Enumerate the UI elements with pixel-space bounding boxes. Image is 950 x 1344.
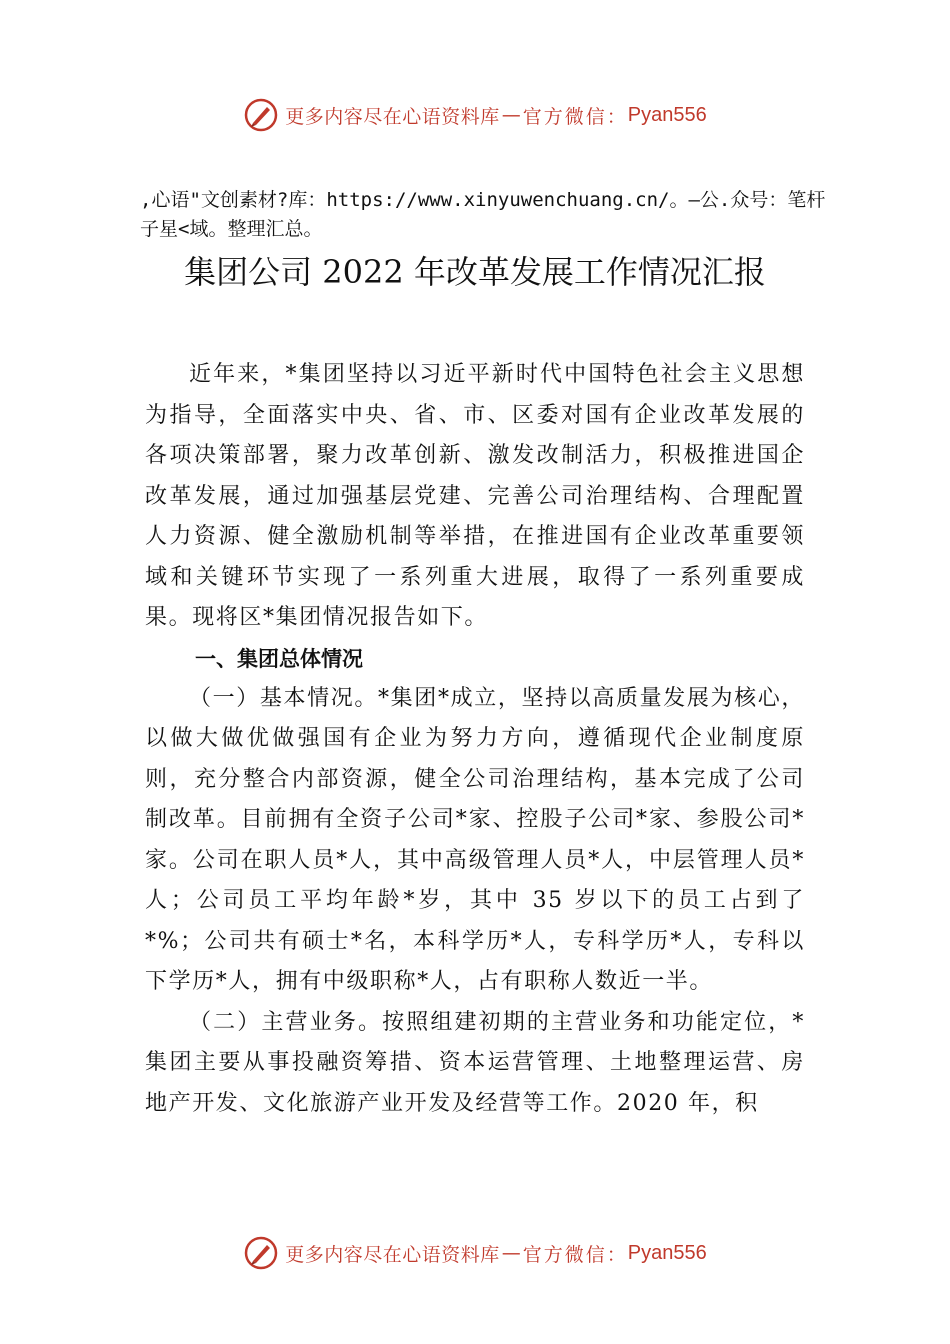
brush-logo-icon <box>243 1235 279 1271</box>
basic-info-paragraph: （一）基本情况。*集团*成立，坚持以高质量发展为核心，以做大做优做强国有企业为努力方向，遵循现代企业制度原则，充分整合内部资源，健全公司治理结构，基本完成了公司制改革。目前拥有全资子公司*家、控股子公司*家、参股公司*家。公司在职人员*人，其中高级管理人员*人，中层管理人员*人；公司员工平均年龄*岁，其中 35 岁以下的员工占到了*%；公司共有硕士*名，本科学历*人，专科学历*人，专科以下学历*人，拥有中级职称*人，占有职称人数近一半。 <box>145 685 805 994</box>
banner-dash: — <box>501 104 521 126</box>
banner-wechat-id: Pyan556 <box>627 103 707 126</box>
banner-text: 更多内容尽在心语资料库 <box>285 1243 500 1266</box>
source-note: ,心语"文创素材?库：https://www.xinyuwenchuang.cn/。—公.众号：笔杆子星<域。整理汇总。 <box>140 189 826 240</box>
banner-dash: — <box>501 1242 521 1264</box>
intro-paragraph: 近年来，*集团坚持以习近平新时代中国特色社会主义思想为指导，全面落实中央、省、市、区委对国有企业改革发展的各项决策部署，聚力改革创新、激发改制活力，积极推进国企改革发展，通过加强基层党建、完善公司治理结构、合理配置人力资源、健全激励机制等举措，在推进国有企业改革重要领域和关键环节实现了一系列重大进展，取得了一系列重要成果。现将区*集团情况报告如下。 <box>145 362 805 630</box>
banner-wechat-label: 官方微信： <box>522 1243 628 1266</box>
document-title: 集团公司 2022 年改革发展工作情况汇报 <box>184 253 766 291</box>
header-watermark-banner <box>0 95 950 135</box>
main-business-paragraph: （二）主营业务。按照组建初期的主营业务和功能定位，*集团主要从事投融资筹措、资本运营管理、土地整理运营、房地产开发、文化旅游产业开发及经营等工作。2020 年，积 <box>145 1009 805 1116</box>
banner-wechat-id: Pyan556 <box>627 1241 707 1264</box>
brush-logo-icon <box>243 97 279 133</box>
banner-wechat-label: 官方微信： <box>522 105 628 128</box>
document-body <box>145 355 805 1124</box>
section-heading: 一、集团总体情况 <box>195 646 363 671</box>
banner-text: 更多内容尽在心语资料库 <box>285 105 500 128</box>
footer-watermark-banner <box>0 1233 950 1273</box>
